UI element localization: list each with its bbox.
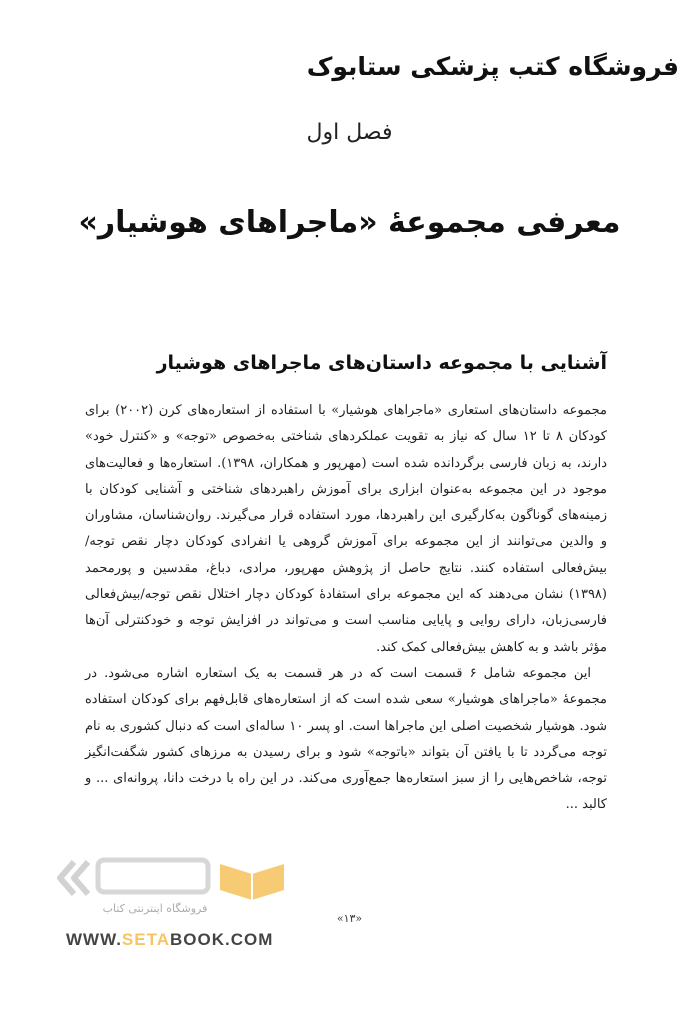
watermark-subtitle: فروشگاه اینترنتی کتاب [102,902,208,915]
watermark-url [66,930,356,950]
paragraph-2: این مجموعه شامل ۶ قسمت است که در هر قسمت به یک استعاره اشاره می‌شود. در مجموعهٔ «ماجراهای هوشیار» سعی شده است که از استعاره‌های قابل‌فهم برای کودکان استفاده شود. هوشیار شخصیت اصلی این ماجراها است. او پسر ۱۰ ساله‌ای است که دنبال کشوری به نام توجه می‌گردد تا با یافتن آن بتواند «باتوجه» شود و برای رسیدن به مرزهای کشور شگفت‌انگیز توجه، شاخص‌هایی را از سبز استعاره‌ها جمع‌آوری می‌کند. در این راه با درخت دانا، پروانه‌ای ... و کالبد ... [85,665,607,813]
section-heading: آشنایی با مجموعه داستان‌های ماجراهای هوشیار [156,352,607,374]
chapter-title: معرفی مجموعهٔ «ماجراهای هوشیار» [78,205,621,240]
setabook-watermark [52,852,382,962]
body-text [85,398,607,819]
paragraph-1: مجموعه داستان‌های استعاری «ماجراهای هوشیار» با استفاده از استعاره‌های کرن (۲۰۰۲) برای کودکان ۸ تا ۱۲ سال که نیاز به تقویت عملکردهای شناختی به‌خصوص «توجه» و «کنترل خود» دارند، به زبان فارسی برگردانده شده است (مهرپور و همکاران، ۱۳۹۸). استعاره‌ها و فعالیت‌های موجود در این مجموعه به‌عنوان ابزاری برای آموزش راهبردهای شناختی و آشنایی کودکان با زمینه‌های گوناگون به‌کارگیری این راهبردها، مورد استفاده قرار می‌گیرند. روان‌شناسان، مشاوران و والدین می‌توانند از این مجموعه برای آموزش گروهی یا انفرادی کودکان دچار نقص توجه/بیش‌فعالی استفاده کنند. نتایج حاصل از پژوهش مهرپور، مرادی، دباغ، مقدسین و پورمحمد (۱۳۹۸) نشان می‌دهند که این مجموعه برای استفادهٔ کودکان دچار اختلال نقص توجه/بیش‌فعالی فارسی‌زبان، دارای روایی و پایایی مناسب است و می‌تواند در افزایش توجه و خودکنترلی آن‌ها مؤثر باشد و به کاهش بیش‌فعالی کمک کند. [85,403,608,655]
chapter-label: فصل اول [306,120,393,145]
store-name-header: فروشگاه کتب پزشکی ستابوک [306,52,679,81]
url-suffix: BOOK.COM [170,930,274,949]
url-prefix: WWW. [66,930,122,949]
page-number: «۱۳» [336,912,363,925]
url-accent: SETA [121,930,170,949]
